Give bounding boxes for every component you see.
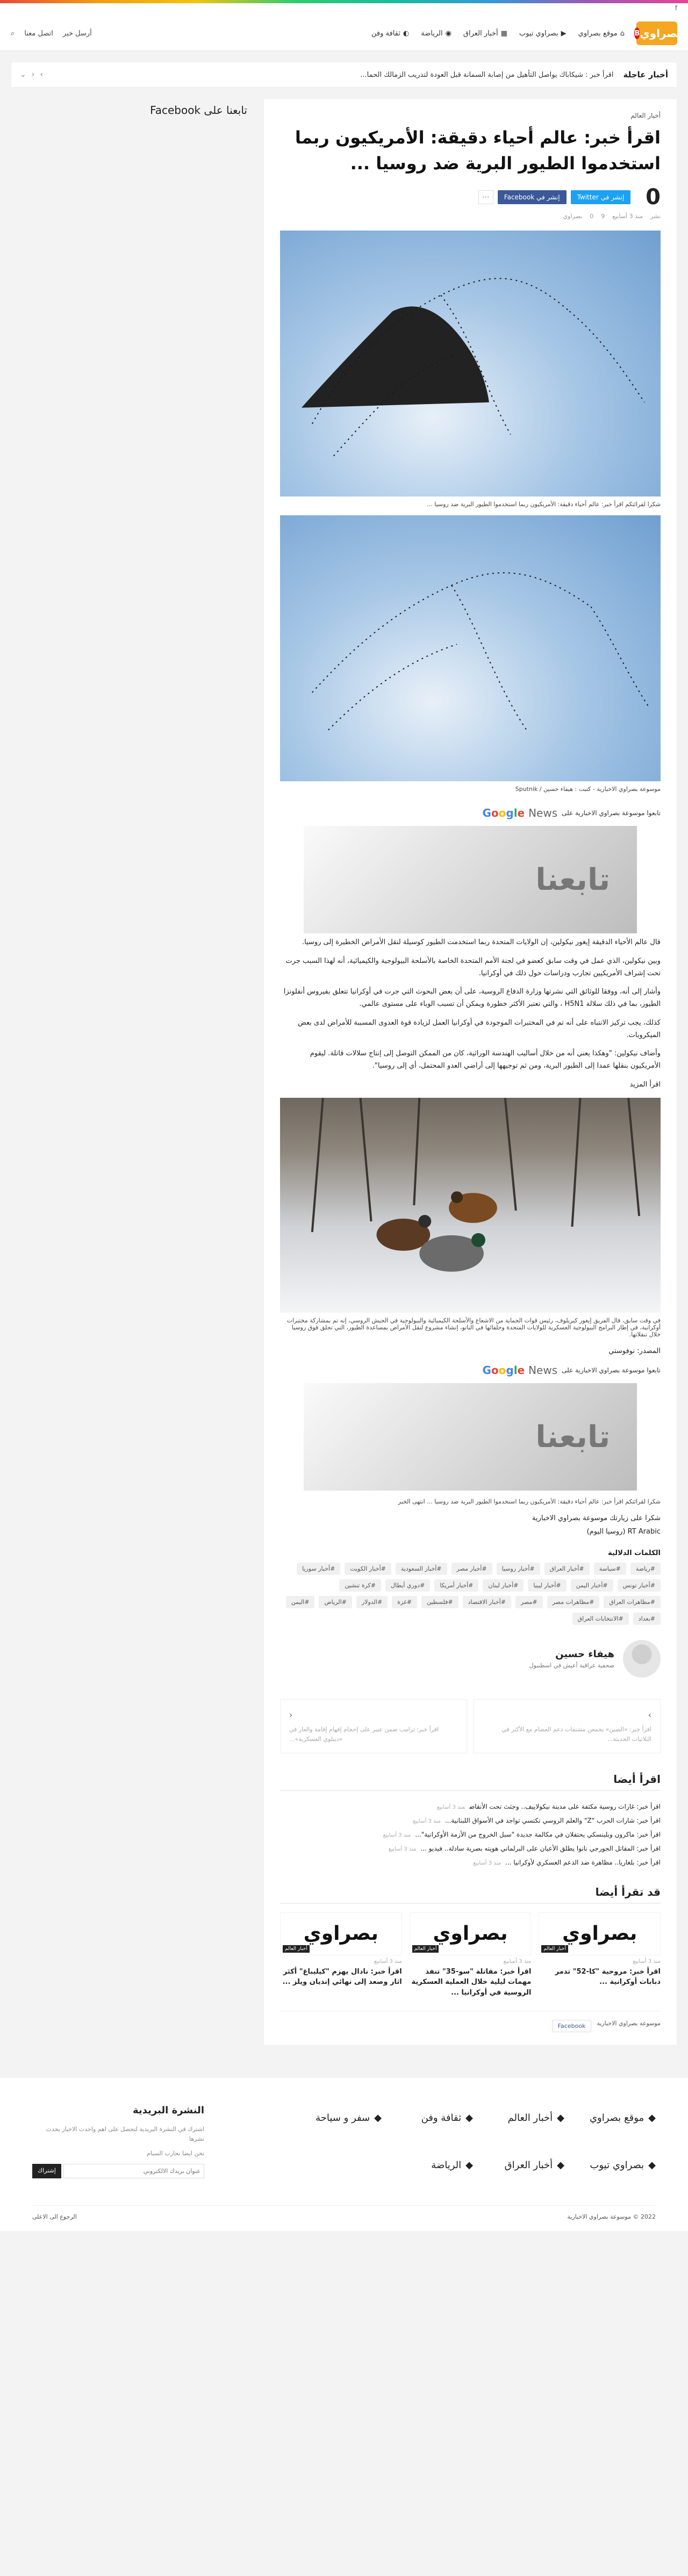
tag-item[interactable]: #بغداد (633, 1613, 661, 1625)
prev-post-link[interactable]: › اقرأ خبر: «الصين» يجمعن مشتقات دعم العضام مع الأكثر في الثلاثيات الحديثة... (474, 1699, 661, 1753)
article-paragraph: قال عالم الأحياء الدقيقة إيغور نيكولين، إن الولايات المتحدة ربما استخدمت الطيور كوسيلة لنقل الأمراض الخطيرة إلى روسيا. (302, 938, 661, 946)
may-read-card[interactable] (280, 1912, 402, 1998)
may-read-cards (280, 1912, 661, 1998)
card-badge: أخبار العالم (283, 1945, 310, 1953)
tag-item[interactable]: #كرة تنشين (339, 1579, 381, 1592)
nav-item-iraq[interactable]: ▦ أخبار العراق (463, 29, 507, 38)
also-read-title: اقرأ خبر: المقاتل الجورجي نانوا يطلق الأعيان على البرلماني هويته بصرية سادلة.. فيديو ... (420, 1844, 661, 1852)
footer-bottom (32, 2205, 656, 2220)
card-title: اقرأ خبر: نادال يهزم "كيليباغ" أكثر اثار وصعد إلى نهائي إنديان ويلز ... (282, 1967, 402, 1987)
image-caption-1: شكرا لقرائتكم اقرأ خبر: عالم أحياء دقيقة: الأمريكيون ربما استخدموا الطيور البرية ضد روسيا ... (427, 501, 661, 508)
google-news-logo[interactable]: Google News (482, 807, 558, 819)
also-read-title: اقرأ خبر: بلغاريا.. مظاهرة ضد الدعم العسكري لأوكرانيا ... (505, 1858, 661, 1866)
may-read-card[interactable] (539, 1912, 661, 1998)
read-more-link[interactable]: اقرأ المزيد (629, 1080, 661, 1089)
tag-item[interactable]: #أخبار السعودية (396, 1563, 447, 1575)
newsletter-box (32, 2105, 204, 2178)
card-thumbnail (539, 1912, 661, 1955)
ticker-text[interactable]: اقرأ خبر : شيكاباك يواصل التأهيل من إصابة السمانة قبل العودة لتدريب الزمالك الحما... (360, 70, 614, 79)
category-icon: ◆ (465, 2112, 473, 2124)
footer-category-link[interactable] (473, 2105, 564, 2131)
footer-category-label: سفر و سياحة (316, 2112, 370, 2124)
category-icon: ◆ (557, 2112, 564, 2124)
also-read-item[interactable] (280, 1841, 661, 1855)
tag-item[interactable]: #غزة (392, 1596, 417, 1608)
ticker-label: أخبار عاجلة (623, 70, 668, 80)
ducks-in-snow-image (280, 1098, 661, 1313)
gnews-prefix-2: تابعوا موسوعة بصراوي الاخبارية على (562, 1366, 661, 1375)
card-badge: أخبار العالم (412, 1945, 439, 1953)
card-date: منذ 3 أسابيع (503, 1958, 532, 1965)
follow-text-2: تابعنا (535, 1419, 610, 1455)
follow-banner-2[interactable] (304, 1383, 637, 1491)
logo-mark-icon: B (634, 27, 640, 39)
tag-item[interactable]: #رياضة (630, 1563, 661, 1575)
article-image-birds (280, 231, 661, 497)
breaking-news-ticker (11, 62, 677, 88)
share-count: 0 (646, 185, 661, 210)
gnews-prefix: تابعوا موسوعة بصراوي الاخبارية على (562, 809, 661, 817)
article-paragraph: كذلك، يجب تركيز الانتباه على أنه تم في المختبرات الموجودة في أوكرانيا العمل لزيادة قوة العدوى المسببة للأمراض لدى بعض الميكروبات. (298, 1018, 661, 1039)
tag-item[interactable]: #سياسة (594, 1563, 626, 1575)
footer-category-label: الرياضة (431, 2160, 462, 2171)
also-read-date: منذ 3 أسابيع (413, 1818, 441, 1824)
newsletter-heading: النشرة البريدية (133, 2105, 204, 2117)
facebook-pill[interactable]: Facebook (552, 2020, 592, 2032)
article-paragraph: وأضاف نيكولين: "وهكذا يعني أنه من خلال أساليب الهندسة الوراثية، كان من الممكن التوصل إلى إنتاج سلالات قاتلة. ليقوم الأمريكيون بنقلها عمدا إلى الطيور البرية، ومن ثم توجيهها إلى أراضي العدو المحتمل، أي إلى روسيا". (310, 1049, 661, 1070)
also-read-item[interactable] (280, 1855, 661, 1869)
content-wrap (11, 98, 677, 2046)
also-read-date: منذ 3 أسابيع (383, 1832, 411, 1838)
play-icon: ▶ (561, 29, 567, 38)
meta-date: منذ 3 أسابيع (612, 213, 643, 220)
article-meta (280, 213, 661, 220)
site-link[interactable]: موسوعة بصراوي الاخبارية (597, 2020, 661, 2027)
birds-flock-image-2 (280, 515, 661, 781)
footer-category-link[interactable] (564, 2105, 656, 2131)
article-paragraph: في وقت سابق، قال الفريق إيغور كيريلوف، رئيس قوات الحماية من الاشعاع والأسلحة الكيميائية والبيولوجية في الجيش الروسي، إنه تم بمشاركة مختبرات أوكرانية، في إطار البرامج البيولوجية العسكرية للولايات المتحدة وحلفائها في الناتو، إنشاء مشروع لنقل الأمراض بمساعدة الطيور، التي تحلق فوق روسيا خلال تنقلاتها. (286, 1316, 661, 1338)
footer-categories (290, 2105, 656, 2178)
category-icon: ◆ (465, 2160, 473, 2171)
palette-icon: ◐ (403, 29, 410, 38)
facebook-icon[interactable]: f (675, 4, 677, 12)
logo-text: بصراوي (640, 27, 682, 40)
footer-category-label: موقع بصراوي (589, 2112, 644, 2124)
contact-link[interactable]: اتصل معنا (24, 29, 53, 38)
footer-category-link[interactable] (382, 2105, 473, 2131)
closing-caption: شكرا لقرائتكم اقرأ خبر: عالم أحياء دقيقة: الأمريكيون ربما استخدموا الطيور البرية ضد روسيا ... انتهى الخبر (398, 1498, 661, 1506)
tag-item[interactable]: #أخبار اليمن (571, 1579, 613, 1592)
sidebar (11, 98, 247, 117)
tag-item[interactable]: #فلسطين (421, 1596, 458, 1608)
share-bar (280, 185, 661, 210)
chevron-right-icon[interactable]: › (40, 70, 43, 79)
tag-item[interactable]: #اليمن (286, 1596, 315, 1608)
more-share-button[interactable]: ⋯ (478, 190, 493, 204)
chevron-left-icon[interactable]: ‹ (31, 70, 35, 79)
also-read-item[interactable] (280, 1814, 661, 1827)
category-icon: ◆ (648, 2160, 656, 2171)
tag-list (280, 1563, 661, 1625)
meta-views: 9 (601, 213, 605, 220)
footer-category-label: أخبار العراق (504, 2160, 553, 2171)
follow-text-1: تابعنا (535, 862, 610, 897)
ball-icon: ◉ (445, 29, 452, 38)
category-icon: ◆ (648, 2112, 656, 2124)
share-facebook-button[interactable]: إنشر في Facebook (498, 190, 567, 204)
tag-item[interactable]: #الانتخابات العراق (572, 1613, 629, 1625)
source-line: المصدر: نوفوستي (608, 1347, 661, 1355)
color-strip (0, 0, 688, 3)
also-read-item[interactable] (280, 1827, 661, 1841)
tag-item[interactable]: #دوري أبطال (385, 1579, 430, 1592)
chevron-right-icon: › (648, 1709, 651, 1720)
meta-author[interactable]: بصراوي (563, 213, 583, 220)
also-read-date: منذ 3 أسابيع (436, 1804, 465, 1810)
tag-item[interactable]: #أخبار العراق (544, 1563, 590, 1575)
also-read-title: اقرأ خبر: غارات روسية مكثفة على مدينة نيكولاييف.. وجثث تحت الأنقاض (469, 1802, 661, 1810)
article-paragraph: وبين نيكولين، الذي عمل في وقت سابق كعضو في لجنة الأمم المتحدة الخاصة بالأسلحة البيولوجية والكيميائية، أنه لهذا السبب جرت تحت إشراف الأمريكيين تجارب ودراسات حول ذلك في أوكرانيا. (285, 956, 661, 977)
category-icon: ◆ (374, 2112, 382, 2124)
chevron-down-icon[interactable]: ⌄ (20, 70, 26, 79)
follow-banner-1[interactable] (304, 826, 637, 933)
card-date: منذ 3 أسابيع (633, 1958, 661, 1965)
tag-item[interactable]: #أخبار الكويت (345, 1563, 391, 1575)
main-nav (11, 21, 682, 45)
footer-category-link[interactable] (382, 2152, 473, 2178)
category-icon: ◆ (557, 2160, 564, 2171)
footer-category-link[interactable] (473, 2152, 564, 2178)
footer-category-link[interactable] (290, 2105, 382, 2131)
may-read-heading: قد تقرأ أيضا (280, 1886, 661, 1904)
post-navigation (280, 1699, 661, 1753)
search-icon[interactable]: ⌕ (11, 29, 15, 38)
card-brand: بصراوي (562, 1923, 637, 1945)
article-main (263, 98, 677, 2046)
footer-category-label: بصراوي تيوب (590, 2160, 644, 2171)
thanks-line: شكرا على زيارتك موسوعة بصراوي الاخبارية (532, 1514, 661, 1523)
send-news-link[interactable]: أرسل خبر (62, 29, 92, 38)
also-read-title: اقرأ خبر: ماكرون وبلينسكي يحتفلان في مكالمة جديدة "سبل الخروج من الأزمة الأوكرانية"... (415, 1830, 661, 1838)
tag-item[interactable]: #أخبار سوريا (297, 1563, 340, 1575)
footer-category-link[interactable] (564, 2152, 656, 2178)
author-box (280, 1640, 661, 1678)
article-category[interactable]: أخبار العالم (630, 112, 661, 119)
card-date: منذ 3 أسابيع (374, 1958, 402, 1965)
google-news-line-2 (280, 1364, 661, 1377)
tags-heading: الكلمات الدلالية (608, 1549, 661, 1557)
nav-item-tube[interactable]: ▶ بصراوي تيوب (519, 29, 567, 38)
sidebar-heading: تابعنا على Facebook (150, 104, 247, 117)
google-news-logo-2[interactable]: Google News (482, 1364, 558, 1377)
tag-item[interactable]: #أخبار تونس (618, 1579, 661, 1592)
also-read-heading: اقرأ أيضا (280, 1773, 661, 1791)
tag-item[interactable]: #أخبار لبنان (483, 1579, 524, 1592)
article-title: اقرأ خبر: عالم أحياء دقيقة: الأمريكيون ربما استخدموا الطيور البرية ضد روسيا ... (295, 127, 661, 174)
meta-comments: 0 (590, 213, 594, 220)
also-read-title: اقرأ خبر: شارات الحرب "Z" والعلم الروسي تكتسي تواجد في الأسواق اللبنانية... (445, 1816, 661, 1824)
footer-category-label: ثقافة وفن (421, 2112, 462, 2124)
also-read-item[interactable] (280, 1800, 661, 1814)
tag-item[interactable]: #مظاهرات مصر (547, 1596, 600, 1608)
newsletter-text: اشترك في النشرة البريدية لتحصل على اهم واحدث الاخبار بحدث نشرها (46, 2126, 204, 2142)
copyright-text: 2022 © موسوعة بصراوي الاخبارية (567, 2213, 656, 2220)
tag-item[interactable]: #مظاهرات العراق (604, 1596, 661, 1608)
article-image-birds-2 (280, 515, 661, 781)
article-paragraph: وأشار إلى أنه، ووفقا للوثائق التي نشرتها وزارة الدفاع الروسية، على أن بعض البحوث التي جرت في أوكرانيا تتعلق بفيروس أنفلونزا الطيور، بما في ذلك سلالة H5N1 ، والتي تعتبر الأكثر خطورة ويمكن أن تسبب الوباء على مستوى عالمي. (283, 988, 661, 1008)
tag-item[interactable]: #أخبار ليبيا (528, 1579, 566, 1592)
ticker-controls (20, 70, 43, 79)
also-read-date: منذ 3 أسابيع (473, 1860, 501, 1866)
tag-item[interactable]: #أخبار مصر (452, 1563, 492, 1575)
nav-item-sports[interactable]: ◉ الرياضة (421, 29, 452, 38)
tag-item[interactable]: #الدولار (356, 1596, 388, 1608)
also-read-date: منذ 3 أسابيع (388, 1846, 417, 1852)
article-image-ducks (280, 1098, 661, 1313)
author-avatar[interactable] (623, 1640, 661, 1678)
card-badge: أخبار العالم (541, 1945, 568, 1953)
article-bottom-links (280, 2011, 661, 2032)
news-icon: ▦ (500, 29, 507, 38)
share-count-label: نشر (650, 213, 661, 220)
nav-item-home[interactable]: ⌂ موقع بصراوي (578, 29, 625, 38)
card-thumbnail (280, 1912, 402, 1955)
site-logo[interactable] (634, 21, 682, 45)
tag-item[interactable]: #الرياض (319, 1596, 352, 1608)
birds-flock-image (280, 231, 661, 497)
nav-item-culture[interactable]: ◐ ثقافة وفن (371, 29, 410, 38)
card-title: اقرأ خبر: مقاتلة "سو-35" تنفذ مهمات ليلية خلال العملية العسكرية الروسية في أوكرانيا ... (411, 1967, 532, 1997)
image-caption-2: موسوعة بصراوي الاخبارية - كتبت : هيفاء حسين / Sputnik (515, 786, 661, 793)
may-read-card[interactable] (410, 1912, 532, 1998)
tag-item[interactable]: #أخبار أمريكا (434, 1579, 478, 1592)
back-to-top-link[interactable]: الرجوع الى الاعلى (32, 2213, 77, 2220)
google-news-line-1 (280, 807, 661, 819)
tag-item[interactable]: #أخبار روسيا (497, 1563, 540, 1575)
newsletter-subscribe-button[interactable]: إشتراك (32, 2164, 61, 2178)
home-icon: ⌂ (620, 29, 625, 38)
tag-item[interactable]: #أخبار الاقتصاد (463, 1596, 511, 1608)
tag-item[interactable]: #مصر (515, 1596, 543, 1608)
rt-source-line: RT Arabic (روسيا اليوم) (586, 1528, 661, 1536)
newsletter-note: نحن ايضا نحارب السبام (147, 2150, 204, 2157)
chevron-left-icon: ‹ (289, 1709, 293, 1720)
card-thumbnail (410, 1912, 532, 1955)
footer-category-label: أخبار العالم (507, 2112, 553, 2124)
share-twitter-button[interactable]: إنشر في Twitter (571, 190, 631, 204)
also-read-list (280, 1800, 661, 1869)
next-post-link[interactable]: ‹ اقرأ خبر: ترامب ضمن عبير على إحجام إفهام إقامة والعار في «ديبلوي العسكرية»... (280, 1699, 467, 1753)
card-title: اقرأ خبر: مروحية "كا-52" تدمر دبابات أوكرانية ... (555, 1967, 661, 1987)
site-footer (0, 2078, 688, 2231)
author-bio: صحفية عراقية أعيش في اسطنبول (529, 1661, 614, 1669)
site-header (0, 0, 688, 51)
newsletter-email-input[interactable] (63, 2164, 204, 2178)
card-brand: بصراوي (303, 1923, 378, 1945)
author-name[interactable]: هيفاء حسين (555, 1648, 614, 1660)
card-brand: بصراوي (433, 1923, 508, 1945)
